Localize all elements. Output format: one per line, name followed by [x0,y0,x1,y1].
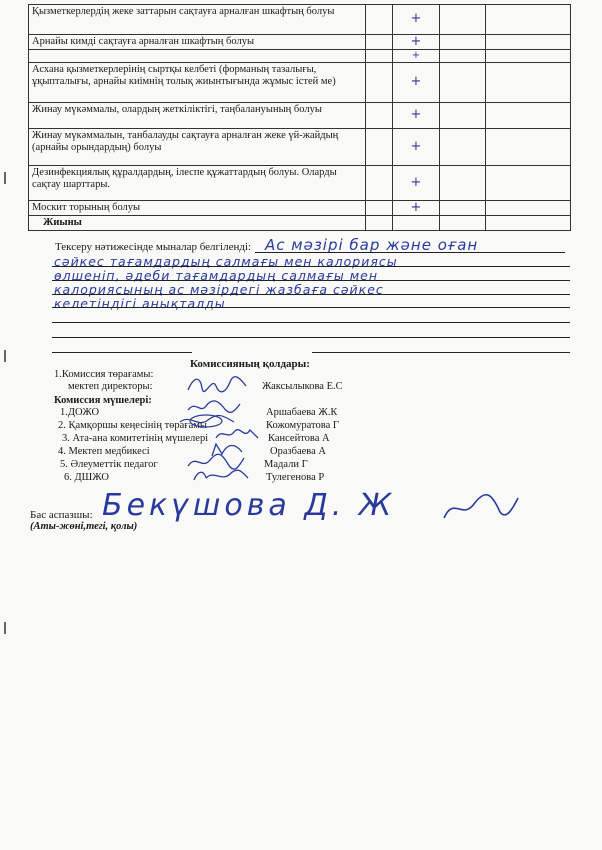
member-role: 3. Ата-ана комитетінің мүшелері [62,433,209,444]
table-row [29,129,571,166]
ruled-line [312,352,570,353]
plus-mark: + [410,107,422,122]
table-row [29,35,571,50]
handwritten-line: өлшеніп, әдеби тағамдардың салмағы мен [54,268,379,283]
member-signature [190,466,250,486]
plus-mark: + [410,11,422,26]
table-row [29,50,571,63]
member-role: 2. Қамқоршы кеңесінің төрағамы [58,420,207,431]
chef-label: Бас аспазшы: [30,509,93,521]
criterion-text: Асхана қызметкерлерінің сыртқы келбеті (форманың тазалығы, ұқыпталығы, арнайы киімнің толық жиынтығында жұмыс істей ме) [29,63,366,103]
plus-mark: + [411,50,421,61]
handwritten-line: калориясының ас мәзірдегі жазбаға сәйкес [54,282,384,297]
chef-signature-scribble [440,490,520,526]
plus-mark: + [410,138,422,154]
table-row [29,166,571,201]
scan-mark [4,622,6,634]
findings-label: Тексеру нәтижесінде мыналар белгіленді: [55,241,252,253]
criterion-text: Жинау мүкәммалы, олардың жеткіліктігі, таңбалануының болуы [29,103,366,129]
member-name: Кожомуратова Г [266,420,339,431]
member-role: 6. ДШЖО [64,472,109,483]
table-row [29,103,571,129]
member-role: 1.ДОЖО [60,407,100,418]
plus-mark: + [410,33,422,49]
chair-label: 1.Комиссия төрағамы: [54,369,154,380]
ruled-line [52,266,570,267]
criterion-text: Жинау мүкәммалын, танбалауды сақтауға арналған жеке үй-жайдың (арнайы орындардың) болуы [29,129,366,166]
handwritten-line: Ас мәзірі бар және оған [265,236,479,254]
director-name: Жаксылыкова Е.С [262,381,343,392]
plus-mark: + [410,74,422,89]
member-name: Аршабаева Ж.К [266,407,338,418]
scan-mark [4,172,6,184]
table-row [29,63,571,103]
chef-handwritten-signature: Бекүшова Д. Ж [102,488,396,523]
ruled-line [255,252,565,253]
member-name: Кансейтова А [268,433,330,444]
member-name: Оразбаева А [270,446,326,457]
commission-title: Комиссияның қолдары: [190,358,310,370]
criterion-text: Арнайы кимді сақтауға арналған шкафтың болуы [29,35,366,50]
handwritten-line: келетіндігі анықталды [54,296,226,311]
criterion-text: Москит торының болуы [29,201,366,216]
plus-mark: + [410,199,422,215]
plus-mark: + [410,174,422,190]
member-role: 4. Мектеп медбикесі [58,446,150,457]
director-label: мектеп директоры: [68,381,153,392]
criterion-text: Қызметкерлердің жеке заттарын сақтауға арналған шкафтың болуы [29,5,366,35]
member-name: Мадали Г [264,459,308,470]
ruled-line [52,307,570,308]
members-title: Комиссия мүшелері: [54,395,152,406]
director-signature [186,372,248,398]
ruled-line [52,352,192,353]
total-label: Жиыны [29,216,366,231]
table-row [29,216,571,231]
criterion-text: Дезинфекциялық құралдардың, ілеспе құжаттардың болуы. Оларды сақтау шарттары. [29,166,366,201]
handwritten-line: сәйкес тағамдардың салмағы мен калориясы [54,254,398,269]
criterion-text [29,50,366,63]
table-row [29,201,571,216]
scan-mark [4,350,6,362]
chef-caption: (Аты-жөні,тегі, қолы) [30,521,138,532]
ruled-line [52,337,570,338]
ruled-line [52,294,570,295]
table-row [29,5,571,35]
checklist-table [28,4,571,231]
member-name: Тулегенова Р [266,472,325,483]
member-role: 5. Әлеуметтік педагог [60,459,158,470]
ruled-line [52,280,570,281]
ruled-line [52,322,570,323]
